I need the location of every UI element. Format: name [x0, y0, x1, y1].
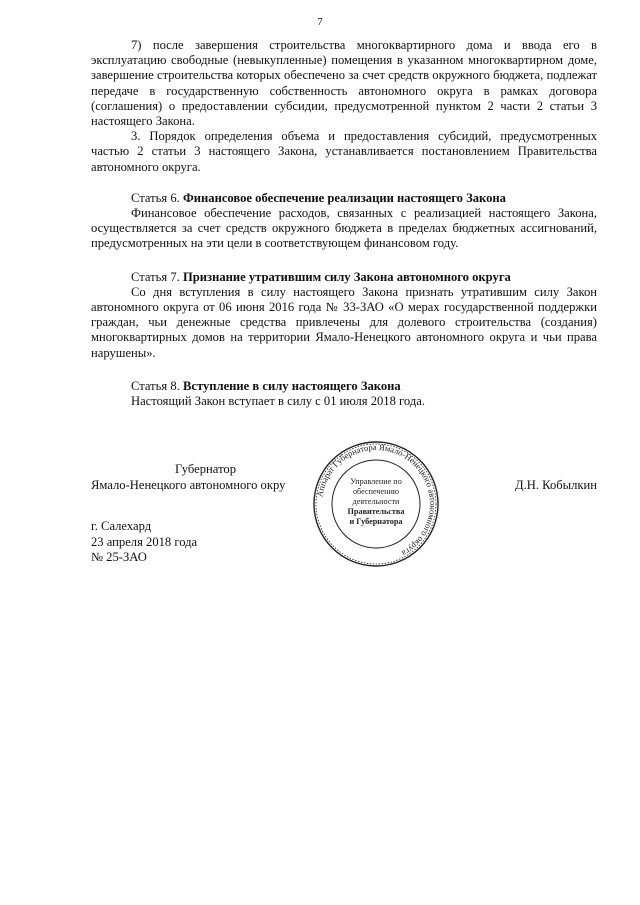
article-8-heading: [91, 379, 597, 394]
official-seal-stamp: [312, 440, 440, 568]
article-8-text: Настоящий Закон вступает в силу с 01 июля 2018 года.: [131, 394, 425, 409]
article-8-title: Вступление в силу настоящего Закона: [182, 378, 401, 393]
article-7-text: Со дня вступления в силу настоящего Закона признать утратившим силу Закон автономного округа от 06 июня 2016 года № 33-ЗАО «О мерах государственной поддержки граждан, чьи денежные средства привлечены для долевого строительства (создания) многоквартирных домов на территории Ямало-Ненецкого автономного округа и чьи права нарушены».: [91, 284, 597, 360]
seal-line-4: Правительства: [347, 507, 405, 516]
article-6-title: Финансовое обеспечение реализации настоящего Закона: [182, 190, 506, 205]
place-date-block: [91, 519, 197, 566]
paragraph-part-3: 3. Порядок определения объема и предоставления субсидий, предусмотренных частью 2 статьи 3 настоящего Закона, устанавливается постановлением Правительства автономного округа.: [91, 129, 597, 174]
document-body: [91, 38, 597, 409]
paragraph-item-7: 7) после завершения строительства многоквартирного дома и ввода его в эксплуатацию свободные (невыкупленные) помещения в указанном многоквартирном доме, завершение строительства которых обеспечено за счет средств окружного бюджета, подлежат передаче в государственную собственность автономного округа в рамках договора (соглашения) о предоставлении субсидии, предусмотренной пунктом 2 части 2 статьи 3 настоящего Закона.: [91, 38, 597, 129]
article-8-prefix: Статья 8.: [131, 378, 180, 393]
governor-name: Д.Н. Кобылкин: [515, 478, 597, 492]
article-7-title: Признание утратившим силу Закона автономного округа: [182, 269, 511, 284]
article-7-heading: [91, 270, 597, 285]
article-7-prefix: Статья 7.: [131, 269, 180, 284]
city: г. Салехард: [91, 519, 152, 533]
governor-title: Губернатор: [175, 462, 236, 476]
article-6-prefix: Статья 6.: [131, 190, 180, 205]
seal-line-5: и Губернатора: [349, 517, 403, 526]
seal-line-3: деятельности: [352, 497, 400, 506]
law-number: № 25-ЗАО: [91, 550, 147, 564]
governor-region: Ямало-Ненецкого автономного окру: [91, 478, 286, 492]
page-number: 7: [317, 16, 323, 28]
article-6-heading: [91, 191, 597, 206]
law-date: 23 апреля 2018 года: [91, 534, 198, 549]
seal-line-2: обеспечению: [352, 487, 400, 496]
seal-outer-text: Аппарат Губернатора Ямало-Ненецкого автономного округа: [314, 441, 439, 559]
seal-line-1: Управление по: [350, 477, 402, 486]
article-6-text: Финансовое обеспечение расходов, связанных с реализацией настоящего Закона, осуществляется за счет средств окружного бюджета в пределах бюджетных ассигнований, предусмотренных на эти цели в соответствующем финансовом году.: [91, 206, 597, 251]
